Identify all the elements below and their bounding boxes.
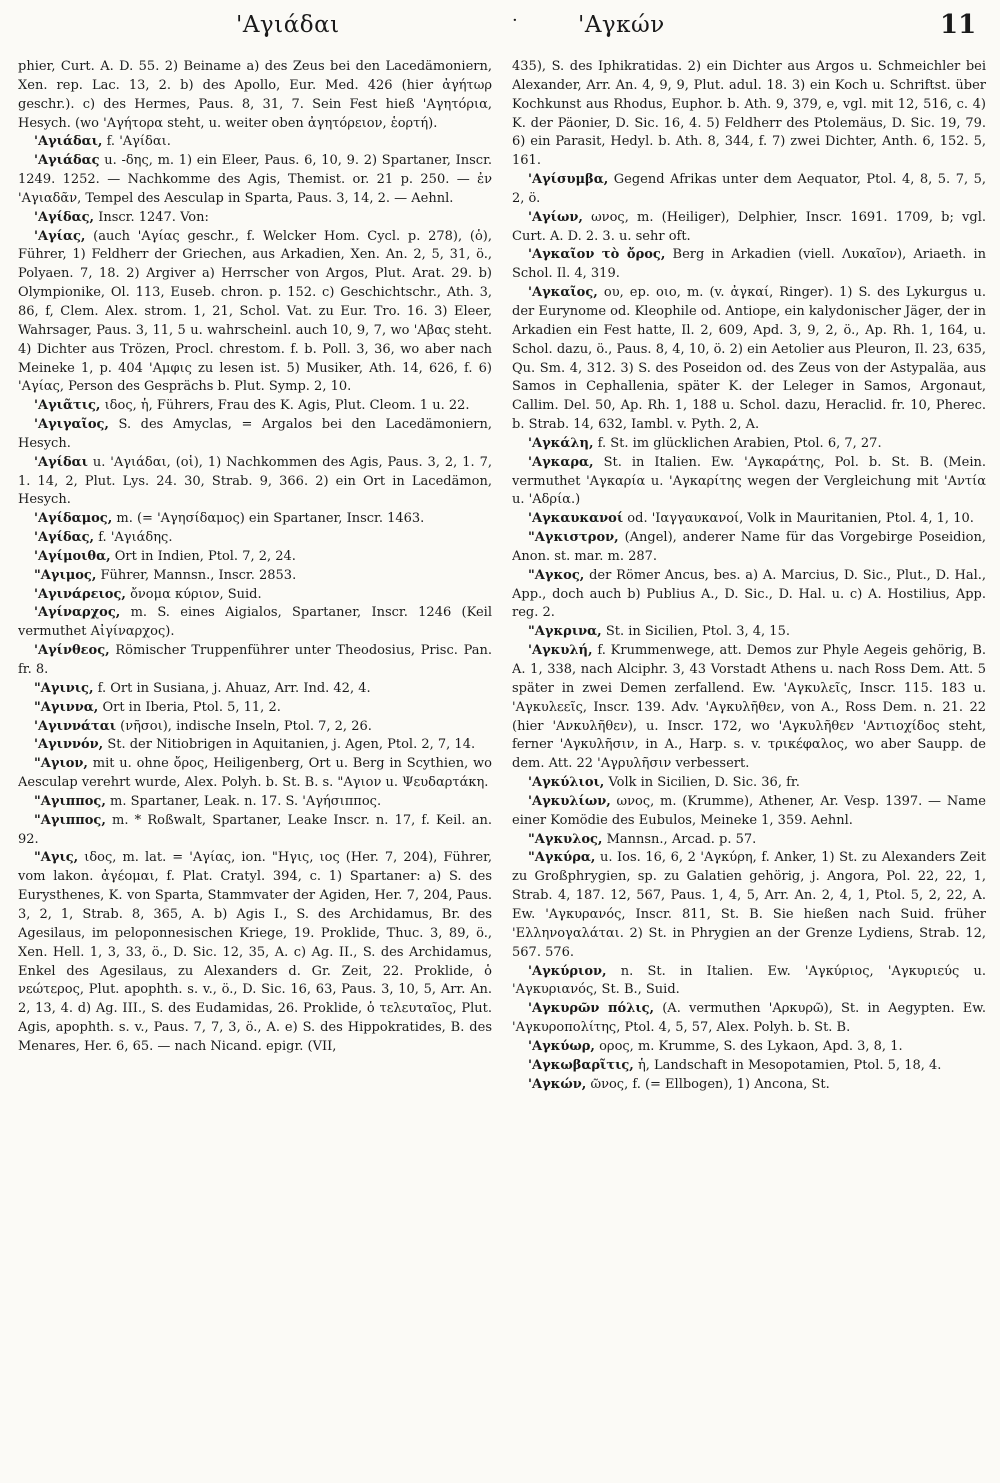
- entry-headword: 'Αγκαυκανοί: [528, 511, 624, 527]
- left-column: [18, 58, 492, 1476]
- dictionary-entry: [512, 774, 986, 793]
- dictionary-columns: [18, 58, 986, 1476]
- dictionary-entry: [18, 699, 492, 718]
- entry-headword: 'Αγιᾶτις,: [34, 398, 101, 414]
- dictionary-entry: [18, 642, 492, 680]
- entry-text: (νῆσοι), indische Inseln, Ptol. 7, 2, 26.: [120, 718, 372, 734]
- entry-headword: 'Αγκύωρ,: [528, 1038, 595, 1054]
- dictionary-entry: [18, 152, 492, 209]
- entry-text: m. * Roßwalt, Spartaner, Leake Inscr. n. 17, f. Keil. an. 92.: [18, 812, 492, 847]
- entry-text: od. 'Ιαγγαυκανοί, Volk in Mauritanien, Ptol. 4, 1, 10.: [627, 511, 974, 527]
- entry-text: ου, ep. οιο, m. (v. ἀγκαί, Ringer). 1) S. des Lykurgus u. der Eurynome od. Kleophile od. Antiope, ein kalydonischer Jäger, der in Arkadien ein Fest hatte, Il. 2, 609, Apd. 3, 9, 2, ö., Ap. Rh. 1, 164, u. Schol. dazu, ö., Paus. 8, 4, 10, ö. 2) ein Aetolier aus Pleuron, Il. 23, 635, Qu. Sm. 4, 312. 3) S. des Poseidon od. des Zeus von der Astypaläa, aus Samos in Cephallenia, später K. der Leleger in Samos, Argonaut, Callim. Del. 50, Ap. Rh. 1, 188 u. Schol. dazu, Heraclid. fr. 10, Pherec. b. Strab. 14, 632, Iambl. v. Pyth. 2, A.: [512, 285, 986, 433]
- entry-headword: "Αγκύρα,: [528, 850, 596, 866]
- entry-headword: 'Αγκύλιοι,: [528, 775, 605, 791]
- entry-headword: 'Αγιννάται: [34, 718, 117, 734]
- entry-headword: 'Αγκύριον,: [528, 963, 607, 979]
- dictionary-entry: [512, 793, 986, 831]
- dictionary-entry: [512, 171, 986, 209]
- right-column: [512, 58, 986, 1476]
- entry-headword: 'Αγιννόν,: [34, 737, 104, 753]
- dictionary-entry: [512, 1038, 986, 1057]
- entry-text: der Römer Ancus, bes. a) A. Marcius, D. Sic., Plut., D. Hal., App., doch auch b) Publius A., D. Sic., D. Hal. u. c) A. Hostilius, App. reg. 2.: [512, 567, 986, 621]
- entry-headword: 'Αγιγαῖος,: [34, 417, 109, 433]
- entry-text: ιδος, m. lat. = 'Αγίας, ion. "Ηγις, ιος (Her. 7, 204), Führer, vom lakon. ἀγέομαι, f. Plat. Cratyl. 394, c. 1) Spartaner: a) S. des Eurysthenes, K. von Sparta, Stammvater der Agiden, Her. 7, 204, Paus. 3, 2, 1, Strab. 8, 365, A. b) Agis I., S. des Archidamus, Br. des Agesilaus, im peloponnesischen Kriege, 19. Proklide, Thuc. 3, 89, ö., Xen. Hell. 1, 3, 33, ö., D. Sic. 12, 35, A. c) Ag. II., S. des Archidamus, Enkel des Agesilaus, zu Alexanders d. Gr. Zeit, 22. Proklide, ὁ νεώτερος, Plut. apophth. s. v., ö., D. Sic. 16, 63, Paus. 3, 10, 5, Arr. An. 2, 13, 4. d) Ag. III., S. des Eudamidas, 26. Proklide, ὁ τελευταῖος, Plut. Agis, apophth. s. v., Paus. 7, 7, 3, ö., A. e) S. des Hippokratides, B. des Menares, Her. 6, 65. — nach Nicand. epigr. (VII,: [18, 850, 492, 1054]
- dictionary-entry: [18, 567, 492, 586]
- entry-text: Gegend Afrikas unter dem Aequator, Ptol. 4, 8, 5. 7, 5, 2, ö.: [512, 172, 986, 206]
- entry-text: f. 'Αγιάδης.: [98, 530, 173, 546]
- entry-headword: 'Αγίδαμος,: [34, 511, 113, 527]
- dictionary-entry: [18, 548, 492, 567]
- dictionary-entry: [18, 416, 492, 454]
- dictionary-entry: [512, 510, 986, 529]
- entry-text: ορος, m. Krumme, S. des Lykaon, Apd. 3, 8, 1.: [599, 1038, 903, 1054]
- entry-text: (Angel), anderer Name für das Vorgebirge Poseidion, Anon. st. mar. m. 287.: [512, 530, 986, 564]
- entry-headword: "Αγινις,: [34, 680, 94, 696]
- entry-text: ιδος, ἡ, Führers, Frau des K. Agis, Plut. Cleom. 1 u. 22.: [104, 398, 470, 414]
- entry-headword: "Αγιον,: [34, 756, 88, 772]
- entry-text: ωνος, m. (Heiliger), Delphier, Inscr. 1691. 1709, b; vgl. Curt. A. D. 2. 3. u. sehr oft.: [512, 209, 986, 244]
- dictionary-entry: [512, 963, 986, 1001]
- dictionary-entry: [512, 209, 986, 247]
- dictionary-entry: [512, 831, 986, 850]
- dictionary-entry: [18, 228, 492, 398]
- entry-text: u. -δης, m. 1) ein Eleer, Paus. 6, 10, 9. 2) Spartaner, Inscr. 1249. 1252. — Nachkomme des Agis, Themist. or. 21 p. 250. — ἐν 'Αγιαδᾶν, Tempel des Aesculap in Sparta, Paus. 3, 14, 2. — Aehnl.: [18, 153, 492, 206]
- dictionary-entry: [512, 435, 986, 454]
- dictionary-entry: [18, 793, 492, 812]
- entry-headword: "Αγις,: [34, 850, 79, 866]
- dictionary-entry: [18, 397, 492, 416]
- dictionary-entry: [18, 454, 492, 511]
- entry-headword: 'Αγιάδας: [34, 153, 100, 169]
- dictionary-entry: [18, 133, 492, 152]
- entry-text: Ort in Indien, Ptol. 7, 2, 24.: [114, 548, 296, 564]
- entry-text: f. St. im glücklichen Arabien, Ptol. 6, 7, 27.: [597, 435, 882, 451]
- entry-text: u. Ios. 16, 6, 2 'Αγκύρη, f. Anker, 1) St. zu Alexanders Zeit zu Großphrygien, sp. zu Galatien gehörig, j. Angora, Pol. 22, 22, 1, Strab. 4, 187. 12, 567, Paus. 1, 4, 5, Arr. An. 2, 4, 1, Ptol. 5, 2, 22, A. Ew. 'Αγκυρανός, Inscr. 811, St. B. Sie hießen nach Suid. früher 'Ελληνογαλάται. 2) St. in Phrygien an der Grenze Lydiens, Strab. 12, 567. 576.: [512, 850, 986, 960]
- entry-headword: 'Αγίμοιθα,: [34, 548, 111, 564]
- entry-headword: 'Αγκυρῶν πόλις,: [528, 1001, 655, 1017]
- dictionary-entry: [18, 58, 492, 133]
- dictionary-entry: [18, 812, 492, 850]
- dictionary-entry: [18, 736, 492, 755]
- dictionary-entry: [512, 1076, 986, 1095]
- entry-headword: "Αγκυλος,: [528, 831, 603, 847]
- dictionary-entry: [18, 510, 492, 529]
- dictionary-entry: [512, 567, 986, 624]
- page-number: 11: [940, 10, 977, 40]
- dictionary-entry: [18, 586, 492, 605]
- entry-text: S. des Amyclas, = Argalos bei den Lacedämoniern, Hesych.: [18, 417, 492, 451]
- entry-headword: 'Αγίων,: [528, 209, 583, 225]
- dictionary-entry: [512, 454, 986, 511]
- entry-text: St. in Italien. Ew. 'Αγκαράτης, Pol. b. St. B. (Mein. vermuthet 'Αγκαρία u. 'Αγκαρίτης wegen der Vergleichung mit 'Αντία u. 'Αδρία.): [512, 454, 986, 508]
- entry-headword: 'Αγκαῖον τὸ ὄρος,: [528, 247, 666, 263]
- running-head-right: 'Αγκών: [578, 12, 665, 38]
- entry-headword: 'Αγίναρχος,: [34, 605, 121, 621]
- dictionary-entry: [512, 529, 986, 567]
- entry-headword: 'Αγινάρειος,: [34, 586, 126, 602]
- entry-text: phier, Curt. A. D. 55. 2) Beiname a) des Zeus bei den Lacedämoniern, Xen. rep. Lac. 13, 2. b) des Apollo, Eur. Med. 426 (hier ἀγήτωρ geschr.). c) des Hermes, Paus. 8, 31, 7. Sein Fest hieß 'Αγητόρια, Hesych. (wo 'Αγήτορα steht, u. weiter oben ἀγητόρειον, ἑορτή).: [18, 59, 492, 131]
- entry-headword: 'Αγίδας,: [34, 530, 95, 546]
- entry-text: f. Krummenwege, att. Demos zur Phyle Aegeis gehörig, B. A. 1, 338, nach Alciphr. 3, 43 Vorstadt Athens u. nach Ross Dem. Att. 5 später in zwei Demen zerfallend. Ew. 'Αγκυλεῖς, Inscr. 115. 183 u. 'Αγκυλεεῖς, Inscr. 139. Adv. 'Αγκυλῆθεν, von A., Ross Dem. n. 21. 22 (hier 'Ανκυλῆθεν), u. Inscr. 172, wo 'Αγκυλῆθεν 'Αντιοχίδος steht, ferner 'Αγκυλῆσιν, in A., Harp. s. v. τρικέφαλος, wo aber Saupp. de dem. Att. 22 'Αγρυλῆσιν verbessert.: [512, 643, 986, 772]
- page-header: [0, 0, 1000, 56]
- dictionary-entry: [512, 1000, 986, 1038]
- entry-headword: 'Αγκών,: [528, 1076, 587, 1092]
- entry-text: n. St. in Italien. Ew. 'Αγκύριος, 'Αγκυριεύς u. 'Αγκυριανός, St. B., Suid.: [512, 963, 986, 998]
- entry-headword: "Αγκος,: [528, 567, 585, 583]
- dictionary-entry: [18, 849, 492, 1056]
- entry-text: Mannsn., Arcad. p. 57.: [606, 831, 757, 847]
- dictionary-entry: [512, 623, 986, 642]
- entry-headword: 'Αγίσυμβα,: [528, 172, 609, 188]
- entry-text: mit u. ohne ὄρος, Heiligenberg, Ort u. Berg in Scythien, wo Aesculap verehrt wurde, Alex. Polyh. b. St. B. s. "Αγιον u. Ψευδαρτάκη.: [18, 756, 492, 791]
- dictionary-entry: [18, 604, 492, 642]
- entry-text: (auch 'Αγίας geschr., f. Welcker Hom. Cycl. p. 278), (ὁ), Führer, 1) Feldherr der Griechen, aus Arkadien, Xen. An. 2, 5, 31, ö., Polyaen. 7, 18. 2) Argiver a) Herrscher von Argos, Plut. Arat. 29. b) Olympionike, Ol. 113, Euseb. chron. p. 152. c) Geschichtschr., Ath. 3, 86, f, Clem. Alex. strom. 1, 21, Schol. Vat. zu Eur. Tro. 16. 3) Eleer, Wahrsager, Paus. 3, 11, 5 u. wahrscheinl. auch 10, 9, 7, wo 'Αβας steht. 4) Dichter aus Trözen, Procl. chrestom. f. b. Poll. 3, 36, wo aber nach Meineke 1, p. 404 'Αμφις zu lesen ist. 5) Musiker, Ath. 14, 626, f. 6) 'Αγίας, Person des Gesprächs b. Plut. Symp. 2, 10.: [18, 228, 492, 395]
- entry-text: St. der Nitiobrigen in Aquitanien, j. Agen, Ptol. 2, 7, 14.: [107, 737, 476, 753]
- entry-text: m. S. eines Aigialos, Spartaner, Inscr. 1246 (Keil vermuthet Αἰγίναρχος).: [18, 605, 492, 640]
- entry-text: m. Spartaner, Leak. n. 17. S. 'Αγήσιππος.: [110, 793, 382, 809]
- entry-text: Ort in Iberia, Ptol. 5, 11, 2.: [102, 699, 281, 715]
- dictionary-entry: [18, 755, 492, 793]
- entry-headword: 'Αγίνθεος,: [34, 643, 110, 659]
- dictionary-entry: [18, 529, 492, 548]
- entry-text: ἡ, Landschaft in Mesopotamien, Ptol. 5, 18, 4.: [637, 1057, 942, 1073]
- entry-headword: "Αγκρινα,: [528, 624, 602, 640]
- entry-headword: 'Αγιάδαι,: [34, 134, 103, 150]
- entry-headword: "Αγιμος,: [34, 567, 97, 583]
- dictionary-entry: [18, 718, 492, 737]
- entry-text: St. in Sicilien, Ptol. 3, 4, 15.: [605, 624, 790, 640]
- entry-headword: 'Αγίας,: [34, 228, 86, 244]
- dictionary-entry: [512, 1057, 986, 1076]
- entry-text: 435), S. des Iphikratidas. 2) ein Dichter aus Argos u. Schmeichler bei Alexander, Arr. An. 4, 9, 9, Plut. adul. 18. 3) ein Koch u. Schriftst. über Kochkunst aus Rhodus, Euphor. b. Ath. 9, 379, e, vgl. mit 12, 516, c. 4) K. der Päonier, D. Sic. 16, 4. 5) Feldherr des Ptolemäus, D. Sic. 19, 79. 6) ein Parasit, Hedyl. b. Ath. 8, 344, f. 7) zwei Dichter, Anth. 6, 152. 5, 161.: [512, 59, 986, 169]
- entry-headword: 'Αγκωβαρῖτις,: [528, 1057, 634, 1073]
- entry-text: f. 'Αγίδαι.: [106, 134, 171, 150]
- entry-headword: "Αγιππος,: [34, 793, 106, 809]
- entry-text: Inscr. 1247. Von:: [98, 209, 209, 225]
- entry-headword: "Αγιππος,: [34, 812, 106, 828]
- entry-headword: 'Αγίδαι: [34, 454, 88, 470]
- entry-headword: 'Αγκάλη,: [528, 435, 594, 451]
- entry-headword: 'Αγκαρα,: [528, 454, 594, 470]
- header-mark: ·: [512, 10, 518, 31]
- dictionary-entry: [512, 58, 986, 171]
- entry-text: m. (= 'Αγησίδαμος) ein Spartaner, Inscr. 1463.: [116, 511, 425, 527]
- entry-text: ῶνος, f. (= Ellbogen), 1) Ancona, St.: [590, 1076, 830, 1092]
- dictionary-entry: [512, 642, 986, 774]
- dictionary-entry: [512, 284, 986, 435]
- dictionary-entry: [512, 849, 986, 962]
- entry-text: Führer, Mannsn., Inscr. 2853.: [100, 567, 297, 583]
- entry-text: Volk in Sicilien, D. Sic. 36, fr.: [608, 775, 800, 791]
- entry-text: Römischer Truppenführer unter Theodosius, Prisc. Pan. fr. 8.: [18, 643, 492, 677]
- entry-headword: 'Αγκυλή,: [528, 643, 593, 659]
- entry-headword: "Αγκιστρον,: [528, 530, 619, 546]
- entry-text: f. Ort in Susiana, j. Ahuaz, Arr. Ind. 42, 4.: [97, 680, 371, 696]
- entry-text: Berg in Arkadien (viell. Λυκαῖον), Ariaeth. in Schol. Il. 4, 319.: [512, 247, 986, 282]
- dictionary-entry: [18, 680, 492, 699]
- dictionary-entry: [18, 209, 492, 228]
- entry-headword: 'Αγκυλίων,: [528, 793, 611, 809]
- entry-headword: 'Αγίδας,: [34, 209, 95, 225]
- entry-text: ὄνομα κύριον, Suid.: [130, 586, 262, 602]
- entry-text: (A. vermuthen 'Αρκυρῶ), St. in Aegypten. Ew. 'Αγκυροπολίτης, Ptol. 4, 5, 57, Alex. Polyh. b. St. B.: [512, 1001, 986, 1036]
- entry-headword: "Αγιννα,: [34, 699, 99, 715]
- entry-text: u. 'Αγιάδαι, (οἱ), 1) Nachkommen des Agis, Paus. 3, 2, 1. 7, 1. 14, 2, Plut. Lys. 24. 30, Strab. 9, 366. 2) ein Ort in Lacedämon, Hesych.: [18, 454, 492, 508]
- entry-headword: 'Αγκαῖος,: [528, 285, 598, 301]
- entry-text: ωνος, m. (Krumme), Athener, Ar. Vesp. 1397. — Name einer Komödie des Eubulos, Meineke 1, 359. Aehnl.: [512, 793, 986, 828]
- dictionary-entry: [512, 246, 986, 284]
- running-head-left: 'Αγιάδαι: [236, 12, 340, 38]
